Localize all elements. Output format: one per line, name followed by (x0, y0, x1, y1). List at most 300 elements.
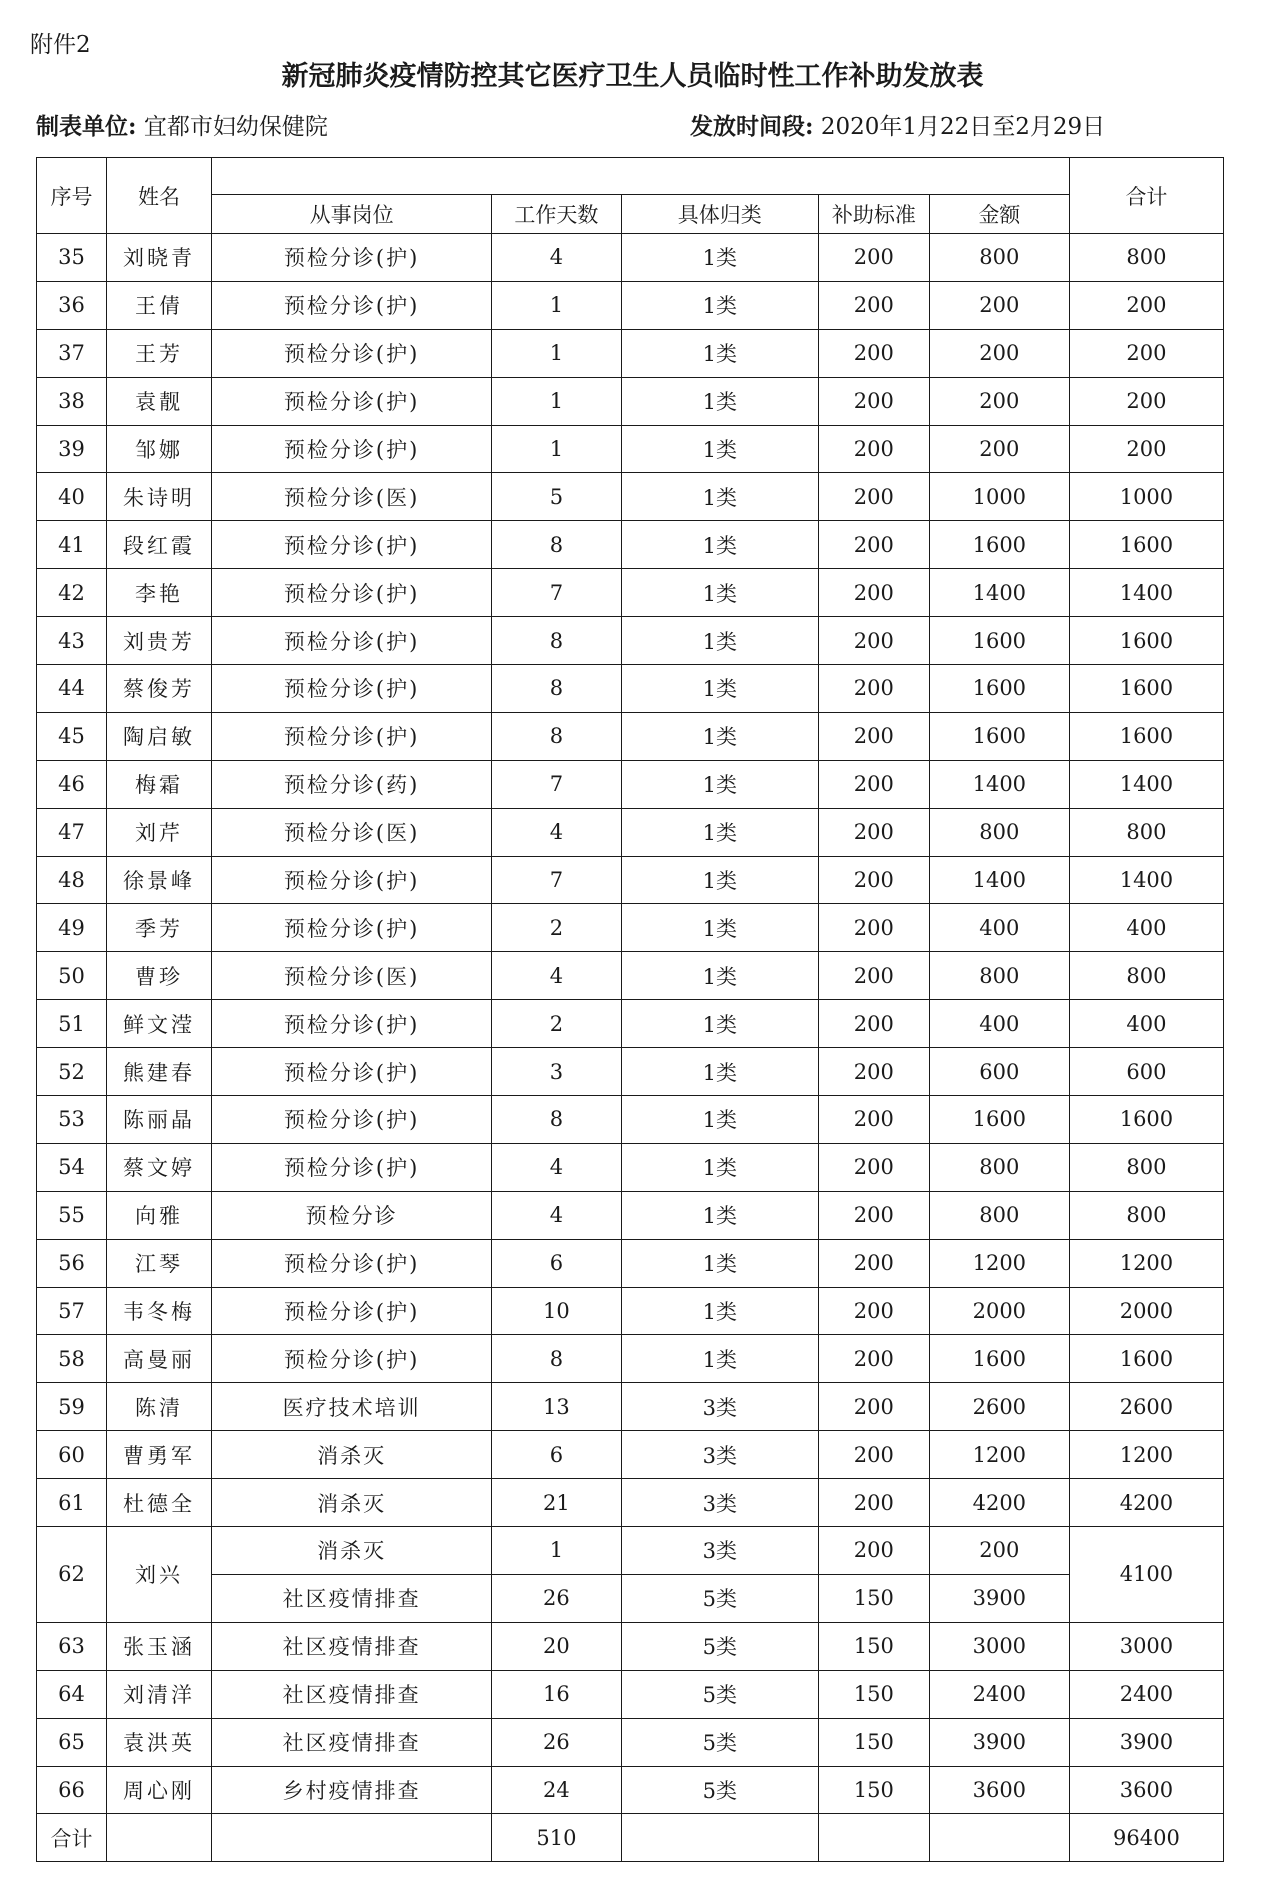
cell-category: 1类 (621, 1191, 818, 1239)
cell-position: 预检分诊(护) (212, 1239, 492, 1287)
cell-position: 社区疫情排查 (212, 1574, 492, 1622)
summary-label: 合计 (37, 1814, 107, 1862)
table-row (37, 808, 1224, 856)
cell-total: 3000 (1069, 1622, 1223, 1670)
summary-empty (818, 1814, 929, 1862)
cell-total: 1600 (1069, 665, 1223, 713)
table-row (37, 1239, 1224, 1287)
cell-total: 1600 (1069, 712, 1223, 760)
table-body (37, 234, 1224, 1862)
cell-amount: 1600 (929, 1096, 1069, 1144)
cell-name: 刘芹 (107, 808, 212, 856)
cell-seq: 54 (37, 1143, 107, 1191)
cell-category: 1类 (621, 1239, 818, 1287)
table-row (37, 760, 1224, 808)
cell-category: 1类 (621, 1143, 818, 1191)
split-row-first (37, 1527, 1224, 1575)
cell-category: 5类 (621, 1574, 818, 1622)
cell-days: 24 (492, 1766, 622, 1814)
cell-amount: 3900 (929, 1574, 1069, 1622)
cell-total: 4100 (1069, 1527, 1223, 1623)
cell-name: 韦冬梅 (107, 1287, 212, 1335)
cell-category: 1类 (621, 712, 818, 760)
cell-position: 社区疫情排查 (212, 1670, 492, 1718)
cell-amount: 1400 (929, 856, 1069, 904)
cell-position: 预检分诊(护) (212, 1096, 492, 1144)
cell-category: 1类 (621, 473, 818, 521)
cell-position: 社区疫情排查 (212, 1718, 492, 1766)
preparing-unit-label: 制表单位: (36, 113, 137, 140)
cell-amount: 800 (929, 952, 1069, 1000)
header-standard: 补助标准 (818, 195, 929, 234)
cell-days: 13 (492, 1383, 622, 1431)
cell-days: 4 (492, 952, 622, 1000)
cell-position: 预检分诊(护) (212, 1000, 492, 1048)
cell-standard: 200 (818, 1143, 929, 1191)
cell-days: 8 (492, 521, 622, 569)
cell-standard: 200 (818, 1527, 929, 1575)
cell-amount: 4200 (929, 1479, 1069, 1527)
page-title: 新冠肺炎疫情防控其它医疗卫生人员临时性工作补助发放表 (281, 61, 984, 92)
cell-name: 鲜文滢 (107, 1000, 212, 1048)
table-row (37, 1622, 1224, 1670)
cell-name: 刘贵芳 (107, 617, 212, 665)
payment-period-value: 2020年1月22日至2月29日 (820, 114, 1106, 140)
cell-position: 预检分诊(药) (212, 760, 492, 808)
cell-position: 预检分诊(护) (212, 234, 492, 282)
cell-amount: 800 (929, 808, 1069, 856)
table-row (37, 1048, 1224, 1096)
header-name: 姓名 (107, 158, 212, 234)
cell-amount: 3900 (929, 1718, 1069, 1766)
cell-amount: 1600 (929, 712, 1069, 760)
cell-name: 蔡俊芳 (107, 665, 212, 713)
table-row (37, 521, 1224, 569)
cell-category: 1类 (621, 1096, 818, 1144)
cell-standard: 200 (818, 904, 929, 952)
table-row (37, 856, 1224, 904)
table-row (37, 1096, 1224, 1144)
cell-standard: 200 (818, 1287, 929, 1335)
cell-total: 800 (1069, 1191, 1223, 1239)
cell-days: 8 (492, 617, 622, 665)
cell-category: 1类 (621, 425, 818, 473)
cell-total: 1400 (1069, 856, 1223, 904)
cell-category: 1类 (621, 329, 818, 377)
preparing-unit-value: 宜都市妇幼保健院 (143, 114, 328, 140)
cell-name: 王芳 (107, 329, 212, 377)
cell-position: 预检分诊(护) (212, 1143, 492, 1191)
cell-amount: 2400 (929, 1670, 1069, 1718)
cell-seq: 43 (37, 617, 107, 665)
cell-standard: 200 (818, 760, 929, 808)
cell-position: 预检分诊(医) (212, 808, 492, 856)
cell-name: 刘晓青 (107, 234, 212, 282)
header-seq: 序号 (37, 158, 107, 234)
cell-category: 1类 (621, 377, 818, 425)
cell-standard: 200 (818, 952, 929, 1000)
cell-seq: 62 (37, 1527, 107, 1623)
cell-total: 200 (1069, 425, 1223, 473)
cell-total: 200 (1069, 329, 1223, 377)
cell-position: 社区疫情排查 (212, 1622, 492, 1670)
cell-category: 1类 (621, 665, 818, 713)
cell-total: 2400 (1069, 1670, 1223, 1718)
cell-position: 预检分诊(医) (212, 473, 492, 521)
cell-days: 7 (492, 856, 622, 904)
cell-standard: 200 (818, 1335, 929, 1383)
payment-period-label: 发放时间段: (690, 113, 814, 140)
cell-position: 消杀灭 (212, 1527, 492, 1575)
cell-category: 1类 (621, 856, 818, 904)
cell-amount: 3600 (929, 1766, 1069, 1814)
cell-days: 1 (492, 281, 622, 329)
summary-empty (621, 1814, 818, 1862)
cell-days: 8 (492, 1096, 622, 1144)
cell-standard: 200 (818, 1048, 929, 1096)
cell-standard: 200 (818, 329, 929, 377)
cell-name: 朱诗明 (107, 473, 212, 521)
cell-seq: 50 (37, 952, 107, 1000)
table-row (37, 1479, 1224, 1527)
cell-name: 袁靓 (107, 377, 212, 425)
cell-category: 1类 (621, 1048, 818, 1096)
cell-name: 高曼丽 (107, 1335, 212, 1383)
cell-seq: 52 (37, 1048, 107, 1096)
cell-total: 800 (1069, 234, 1223, 282)
cell-category: 3类 (621, 1431, 818, 1479)
cell-amount: 600 (929, 1048, 1069, 1096)
cell-category: 1类 (621, 760, 818, 808)
cell-total: 1600 (1069, 521, 1223, 569)
cell-standard: 200 (818, 1479, 929, 1527)
table-row (37, 1335, 1224, 1383)
cell-standard: 150 (818, 1622, 929, 1670)
table-row (37, 1000, 1224, 1048)
cell-name: 邹娜 (107, 425, 212, 473)
cell-days: 1 (492, 1527, 622, 1575)
cell-standard: 150 (818, 1718, 929, 1766)
table-row (37, 1766, 1224, 1814)
cell-total: 2000 (1069, 1287, 1223, 1335)
cell-total: 1400 (1069, 569, 1223, 617)
cell-seq: 37 (37, 329, 107, 377)
cell-standard: 200 (818, 377, 929, 425)
cell-amount: 800 (929, 234, 1069, 282)
cell-total: 1600 (1069, 617, 1223, 665)
cell-name: 曹勇军 (107, 1431, 212, 1479)
cell-amount: 1000 (929, 473, 1069, 521)
split-row-second (37, 1574, 1224, 1622)
cell-days: 2 (492, 1000, 622, 1048)
cell-seq: 48 (37, 856, 107, 904)
cell-standard: 200 (818, 1096, 929, 1144)
cell-position: 预检分诊(护) (212, 1048, 492, 1096)
cell-total: 4200 (1069, 1479, 1223, 1527)
table-row (37, 281, 1224, 329)
table-row (37, 1718, 1224, 1766)
cell-total: 3600 (1069, 1766, 1223, 1814)
cell-seq: 49 (37, 904, 107, 952)
header-days: 工作天数 (492, 195, 622, 234)
cell-position: 消杀灭 (212, 1431, 492, 1479)
cell-category: 5类 (621, 1766, 818, 1814)
cell-amount: 200 (929, 425, 1069, 473)
cell-days: 26 (492, 1574, 622, 1622)
cell-amount: 2000 (929, 1287, 1069, 1335)
header-position: 从事岗位 (212, 195, 492, 234)
cell-amount: 800 (929, 1191, 1069, 1239)
cell-name: 陈清 (107, 1383, 212, 1431)
summary-row (37, 1814, 1224, 1862)
cell-days: 5 (492, 473, 622, 521)
cell-category: 5类 (621, 1622, 818, 1670)
cell-standard: 150 (818, 1574, 929, 1622)
cell-days: 1 (492, 377, 622, 425)
cell-standard: 200 (818, 1000, 929, 1048)
cell-total: 200 (1069, 377, 1223, 425)
table-row (37, 377, 1224, 425)
cell-amount: 1600 (929, 665, 1069, 713)
cell-category: 1类 (621, 1000, 818, 1048)
cell-position: 预检分诊(护) (212, 329, 492, 377)
summary-empty (212, 1814, 492, 1862)
cell-seq: 66 (37, 1766, 107, 1814)
cell-name: 陈丽晶 (107, 1096, 212, 1144)
cell-position: 预检分诊(护) (212, 569, 492, 617)
cell-standard: 200 (818, 1191, 929, 1239)
cell-days: 7 (492, 569, 622, 617)
summary-empty (107, 1814, 212, 1862)
cell-amount: 200 (929, 329, 1069, 377)
header-group-spacer (212, 158, 1070, 195)
cell-name: 江琴 (107, 1239, 212, 1287)
header-total: 合计 (1069, 158, 1223, 234)
cell-total: 1200 (1069, 1431, 1223, 1479)
cell-seq: 59 (37, 1383, 107, 1431)
cell-standard: 200 (818, 712, 929, 760)
table-row (37, 569, 1224, 617)
cell-total: 600 (1069, 1048, 1223, 1096)
cell-name: 熊建春 (107, 1048, 212, 1096)
cell-category: 5类 (621, 1670, 818, 1718)
cell-amount: 1600 (929, 521, 1069, 569)
cell-standard: 200 (818, 665, 929, 713)
cell-name: 徐景峰 (107, 856, 212, 904)
cell-position: 预检分诊(护) (212, 712, 492, 760)
cell-total: 200 (1069, 281, 1223, 329)
table-row (37, 904, 1224, 952)
cell-amount: 1200 (929, 1431, 1069, 1479)
cell-category: 3类 (621, 1479, 818, 1527)
cell-standard: 200 (818, 281, 929, 329)
table-row (37, 1143, 1224, 1191)
cell-seq: 36 (37, 281, 107, 329)
cell-standard: 200 (818, 234, 929, 282)
cell-position: 预检分诊(护) (212, 1335, 492, 1383)
cell-name: 段红霞 (107, 521, 212, 569)
cell-standard: 200 (818, 521, 929, 569)
cell-seq: 38 (37, 377, 107, 425)
cell-category: 1类 (621, 952, 818, 1000)
cell-position: 预检分诊(护) (212, 617, 492, 665)
cell-category: 3类 (621, 1383, 818, 1431)
cell-standard: 200 (818, 1239, 929, 1287)
table-row (37, 1191, 1224, 1239)
cell-total: 400 (1069, 904, 1223, 952)
cell-seq: 53 (37, 1096, 107, 1144)
cell-position: 预检分诊(护) (212, 904, 492, 952)
cell-days: 21 (492, 1479, 622, 1527)
table-row (37, 1431, 1224, 1479)
cell-name: 季芳 (107, 904, 212, 952)
cell-standard: 200 (818, 425, 929, 473)
cell-seq: 44 (37, 665, 107, 713)
cell-position: 预检分诊(护) (212, 1287, 492, 1335)
cell-amount: 1400 (929, 569, 1069, 617)
table-row (37, 1670, 1224, 1718)
cell-days: 1 (492, 329, 622, 377)
cell-total: 1600 (1069, 1335, 1223, 1383)
cell-name: 王倩 (107, 281, 212, 329)
cell-position: 预检分诊(护) (212, 377, 492, 425)
cell-amount: 200 (929, 377, 1069, 425)
cell-days: 4 (492, 808, 622, 856)
preparing-unit (36, 108, 328, 141)
cell-seq: 61 (37, 1479, 107, 1527)
cell-days: 3 (492, 1048, 622, 1096)
summary-days: 510 (492, 1814, 622, 1862)
cell-days: 20 (492, 1622, 622, 1670)
cell-standard: 200 (818, 473, 929, 521)
cell-total: 1200 (1069, 1239, 1223, 1287)
cell-standard: 200 (818, 617, 929, 665)
header-amount: 金额 (929, 195, 1069, 234)
cell-name: 曹珍 (107, 952, 212, 1000)
cell-category: 1类 (621, 904, 818, 952)
cell-amount: 400 (929, 904, 1069, 952)
cell-amount: 2600 (929, 1383, 1069, 1431)
cell-days: 2 (492, 904, 622, 952)
cell-category: 1类 (621, 1335, 818, 1383)
cell-days: 6 (492, 1431, 622, 1479)
cell-amount: 200 (929, 1527, 1069, 1575)
cell-amount: 3000 (929, 1622, 1069, 1670)
cell-days: 7 (492, 760, 622, 808)
cell-name: 杜德全 (107, 1479, 212, 1527)
cell-position: 预检分诊(医) (212, 952, 492, 1000)
cell-position: 预检分诊(护) (212, 281, 492, 329)
cell-total: 2600 (1069, 1383, 1223, 1431)
summary-empty (929, 1814, 1069, 1862)
table-row (37, 329, 1224, 377)
cell-name: 袁洪英 (107, 1718, 212, 1766)
cell-total: 1600 (1069, 1096, 1223, 1144)
cell-amount: 1600 (929, 1335, 1069, 1383)
table-row (37, 234, 1224, 282)
cell-category: 1类 (621, 521, 818, 569)
cell-seq: 45 (37, 712, 107, 760)
subsidy-table (36, 157, 1224, 1862)
cell-seq: 42 (37, 569, 107, 617)
table-row (37, 665, 1224, 713)
table-row (37, 952, 1224, 1000)
cell-total: 800 (1069, 1143, 1223, 1191)
cell-seq: 64 (37, 1670, 107, 1718)
table-row (37, 1287, 1224, 1335)
cell-total: 400 (1069, 1000, 1223, 1048)
cell-seq: 56 (37, 1239, 107, 1287)
cell-days: 1 (492, 425, 622, 473)
cell-standard: 200 (818, 569, 929, 617)
table-row (37, 1383, 1224, 1431)
cell-name: 周心刚 (107, 1766, 212, 1814)
cell-position: 医疗技术培训 (212, 1383, 492, 1431)
cell-standard: 150 (818, 1766, 929, 1814)
cell-name: 向雅 (107, 1191, 212, 1239)
cell-standard: 150 (818, 1670, 929, 1718)
cell-days: 16 (492, 1670, 622, 1718)
summary-total: 96400 (1069, 1814, 1223, 1862)
cell-name: 梅霜 (107, 760, 212, 808)
cell-total: 800 (1069, 808, 1223, 856)
cell-seq: 35 (37, 234, 107, 282)
cell-days: 8 (492, 665, 622, 713)
header-category: 具体归类 (621, 195, 818, 234)
cell-total: 3900 (1069, 1718, 1223, 1766)
cell-seq: 63 (37, 1622, 107, 1670)
cell-name: 张玉涵 (107, 1622, 212, 1670)
cell-position: 预检分诊 (212, 1191, 492, 1239)
cell-days: 4 (492, 1191, 622, 1239)
cell-seq: 47 (37, 808, 107, 856)
cell-name: 李艳 (107, 569, 212, 617)
cell-category: 1类 (621, 234, 818, 282)
cell-name: 刘清洋 (107, 1670, 212, 1718)
header-row-top (37, 158, 1224, 195)
cell-amount: 1400 (929, 760, 1069, 808)
cell-seq: 39 (37, 425, 107, 473)
cell-standard: 200 (818, 1383, 929, 1431)
cell-amount: 800 (929, 1143, 1069, 1191)
cell-seq: 41 (37, 521, 107, 569)
cell-seq: 58 (37, 1335, 107, 1383)
cell-amount: 400 (929, 1000, 1069, 1048)
table-row (37, 473, 1224, 521)
cell-days: 10 (492, 1287, 622, 1335)
cell-total: 1000 (1069, 473, 1223, 521)
cell-amount: 1200 (929, 1239, 1069, 1287)
cell-name: 蔡文婷 (107, 1143, 212, 1191)
cell-position: 预检分诊(护) (212, 425, 492, 473)
cell-days: 4 (492, 234, 622, 282)
cell-seq: 55 (37, 1191, 107, 1239)
cell-amount: 1600 (929, 617, 1069, 665)
cell-category: 1类 (621, 281, 818, 329)
cell-amount: 200 (929, 281, 1069, 329)
cell-total: 1400 (1069, 760, 1223, 808)
cell-category: 5类 (621, 1718, 818, 1766)
cell-position: 乡村疫情排查 (212, 1766, 492, 1814)
table-row (37, 617, 1224, 665)
cell-category: 1类 (621, 569, 818, 617)
cell-category: 1类 (621, 808, 818, 856)
cell-name: 刘兴 (107, 1527, 212, 1623)
cell-seq: 40 (37, 473, 107, 521)
table-row (37, 712, 1224, 760)
cell-days: 26 (492, 1718, 622, 1766)
attachment-label: 附件2 (30, 32, 91, 58)
